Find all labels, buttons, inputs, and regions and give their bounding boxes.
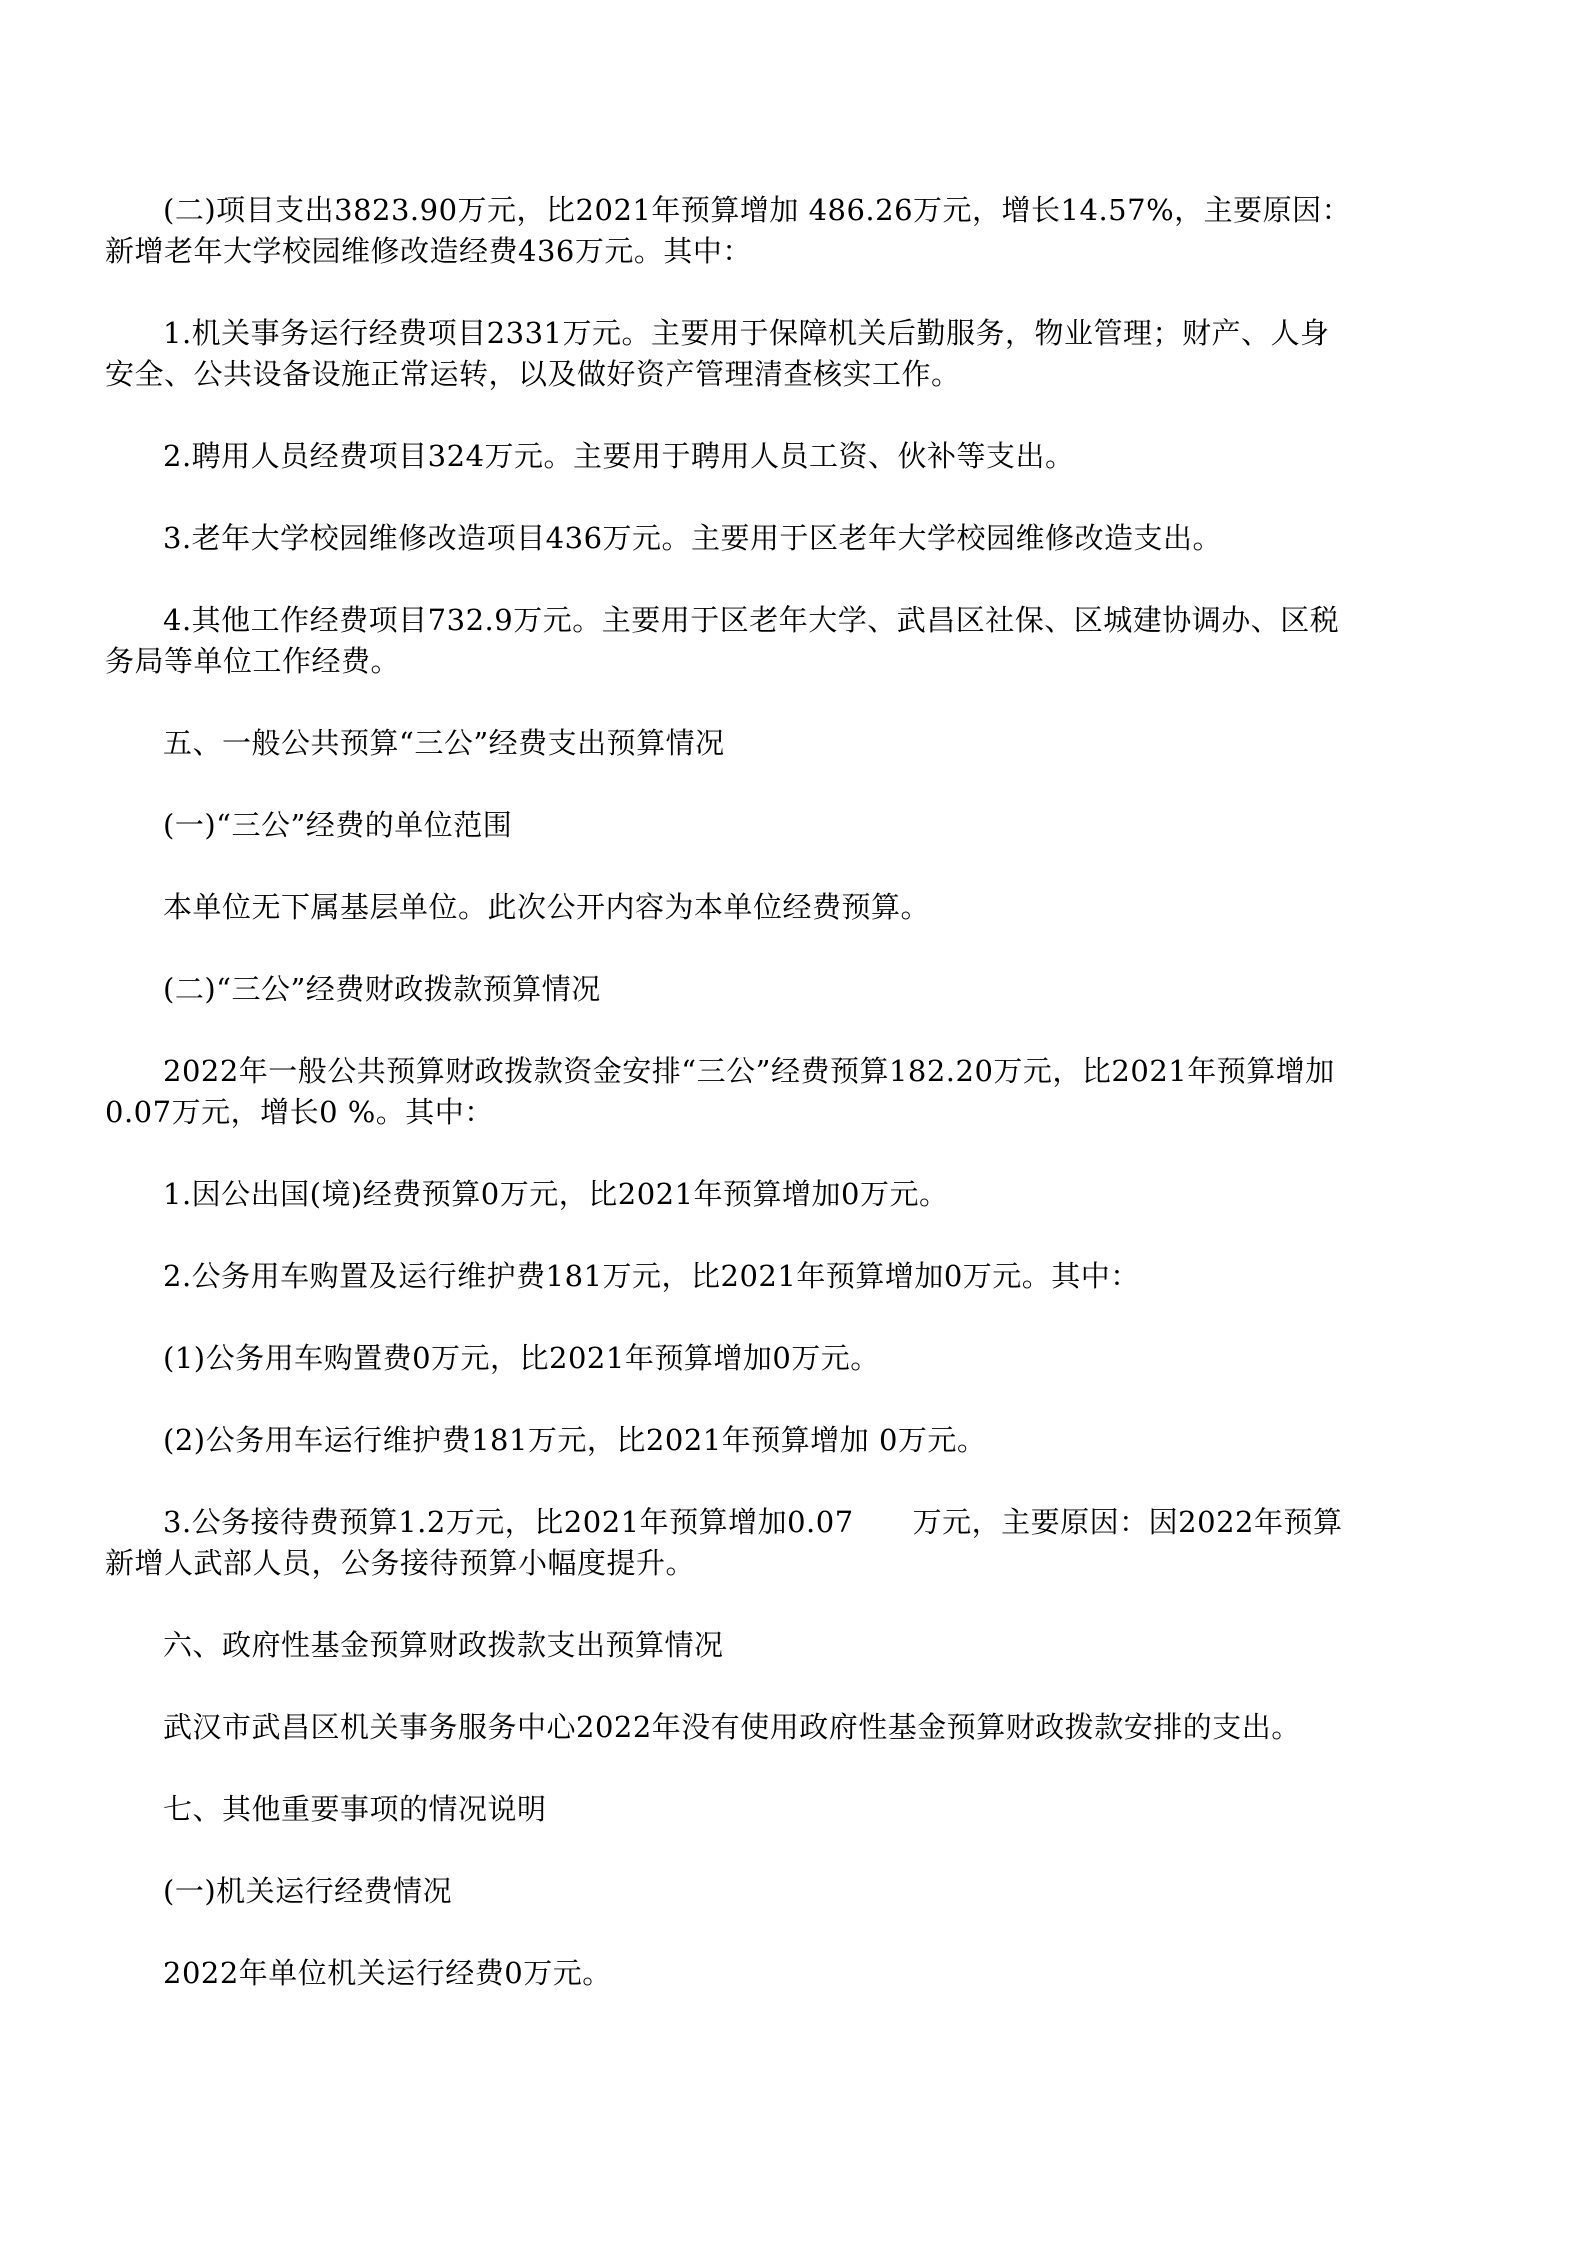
paragraph-item-1: 1.机关事务运行经费项目2331万元。主要用于保障机关后勤服务，物业管理；财产、人身安全、公共设备设施正常运转，以及做好资产管理清查核实工作。 [105, 316, 1330, 391]
subheading-operating-costs: (一)机关运行经费情况 [163, 1874, 453, 1908]
paragraph-operating-costs: 2022年单位机关运行经费0万元。 [163, 1956, 612, 1990]
paragraph-government-fund: 武汉市武昌区机关事务服务中心2022年没有使用政府性基金预算财政拨款安排的支出。 [163, 1710, 1301, 1744]
paragraph-item-3: 3.老年大学校园维修改造项目436万元。主要用于区老年大学校园维修改造支出。 [163, 521, 1223, 555]
paragraph-vehicle-maintenance: (2)公务用车运行维护费181万元，比2021年预算增加 0万元。 [163, 1423, 987, 1457]
paragraph-item-4: 4.其他工作经费项目732.9万元。主要用于区老年大学、武昌区社保、区城建协调办、区税务局等单位工作经费。 [105, 603, 1340, 678]
section-heading-7: 七、其他重要事项的情况说明 [163, 1792, 547, 1826]
document-page [105, 190, 1355, 2035]
paragraph-reception: 3.公务接待费预算1.2万元，比2021年预算增加0.07 万元，主要原因：因2022年预算新增人武部人员，公务接待预算小幅度提升。 [105, 1505, 1343, 1580]
paragraph-item-2: 2.聘用人员经费项目324万元。主要用于聘用人员工资、伙补等支出。 [163, 439, 1075, 473]
section-heading-5: 五、一般公共预算“三公”经费支出预算情况 [163, 726, 725, 760]
subheading-allocation: (二)“三公”经费财政拨款预算情况 [163, 972, 601, 1006]
section-heading-6: 六、政府性基金预算财政拨款支出预算情况 [163, 1628, 724, 1662]
subheading-scope: (一)“三公”经费的单位范围 [163, 808, 513, 842]
paragraph-vehicle-purchase: (1)公务用车购置费0万元，比2021年预算增加0万元。 [163, 1341, 880, 1375]
paragraph-scope: 本单位无下属基层单位。此次公开内容为本单位经费预算。 [163, 890, 931, 924]
paragraph-allocation: 2022年一般公共预算财政拨款资金安排“三公”经费预算182.20万元，比2021年预算增加0.07万元，增长0 %。其中： [105, 1054, 1335, 1129]
paragraph-project-expenditure: (二)项目支出3823.90万元，比2021年预算增加 486.26万元，增长14.57%，主要原因：新增老年大学校园维修改造经费436万元。其中： [105, 193, 1352, 268]
paragraph-overseas: 1.因公出国(境)经费预算0万元，比2021年预算增加0万元。 [163, 1177, 949, 1211]
paragraph-vehicles: 2.公务用车购置及运行维护费181万元，比2021年预算增加0万元。其中： [163, 1259, 1140, 1293]
